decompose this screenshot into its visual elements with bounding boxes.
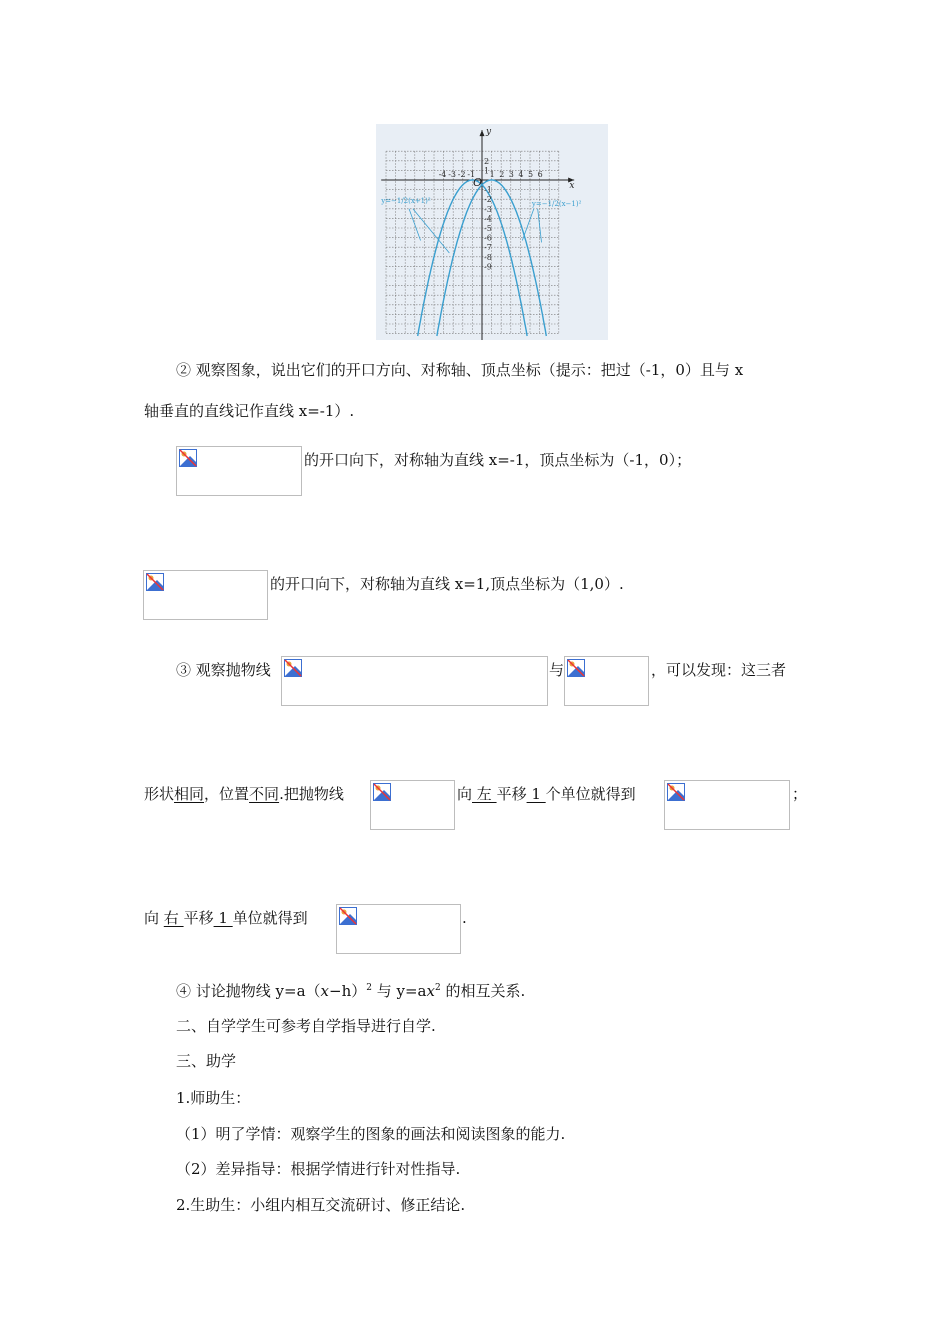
formula-image-placeholder [370, 780, 455, 830]
left-curve-label: y=−1/2(x+1)² [381, 197, 431, 206]
paragraph-5-end: . [462, 909, 467, 927]
answer-right: 右 [163, 909, 184, 927]
y-tick-label: -2 [484, 195, 492, 205]
y-axis-arrow [480, 130, 485, 136]
paragraph-7: 二、自学学生可参考自学指导进行自学. [176, 1017, 436, 1035]
formula-image-placeholder [176, 446, 302, 496]
right-curve-label: y=−1/2(x−1)² [531, 199, 582, 208]
paragraph-2-line-1: ② 观察图象，说出它们的开口方向、对称轴、顶点坐标（提示：把过（-1，0）且与 x [176, 361, 744, 379]
y-tick-label: -4 [484, 214, 492, 224]
broken-image-icon [179, 449, 197, 467]
paragraph-2-line-2: 轴垂直的直线记作直线 x=-1）. [144, 402, 355, 420]
formula-image-placeholder [281, 656, 548, 706]
text-units-get: 单位就得到 [232, 909, 308, 927]
answer-different: 不同 [249, 785, 280, 803]
paragraph-5 [144, 908, 308, 928]
x-tick-label: -3 [448, 170, 456, 179]
y-axis-label: y [486, 126, 492, 137]
graph-axes [381, 130, 574, 340]
y-tick-label: -7 [484, 243, 492, 253]
list-item-2: 2.生助生：小组内相互交流研讨、修正结论. [176, 1196, 466, 1214]
list-item-1: 1.师助生： [176, 1089, 251, 1107]
graph-labels [380, 127, 581, 271]
text-translate: 平移 [183, 909, 214, 927]
formula-image-placeholder [664, 780, 790, 830]
broken-image-icon [339, 907, 357, 925]
x-tick-label: 6 [537, 170, 543, 179]
broken-image-icon [284, 659, 302, 677]
answer-one: 1 [213, 909, 233, 927]
paragraph-6: ④ 讨论抛物线 $y=a(x-h)^2$ 与 $y=ax^2$ 的相互关系. [176, 982, 526, 1000]
answer-same: 相同 [174, 785, 205, 803]
broken-image-icon [667, 783, 685, 801]
formula-image-placeholder [564, 656, 649, 706]
x-tick-label: -4 [438, 170, 447, 179]
text-toward: 向 [457, 785, 473, 803]
section-heading-3: 三、助学 [176, 1052, 237, 1070]
paragraph-3-start: ③ 观察抛物线 [176, 661, 271, 679]
x-tick-label: 1 [489, 170, 495, 179]
answer-left: 左 [472, 785, 497, 803]
paragraph-b: 的开口向下，对称轴为直线 x=1,顶点坐标为（1,0）. [270, 575, 624, 593]
x-tick-label: 3 [508, 170, 514, 179]
x-tick-label: -1 [467, 170, 476, 179]
text-position: ，位置 [204, 785, 250, 803]
paragraph-4-end: ； [792, 785, 808, 803]
paragraph-4-part-1 [144, 784, 344, 804]
paragraph-4-part-2 [457, 784, 636, 804]
x-axis-label: x [569, 181, 575, 191]
y-tick-label: -1 [484, 185, 492, 195]
answer-one: 1 [526, 785, 546, 803]
right-label-leader [522, 209, 534, 241]
y-tick-label: 1 [484, 166, 490, 176]
text-toward: 向 [144, 909, 164, 927]
x-tick-label: 4 [518, 170, 524, 179]
y-tick-label: -9 [484, 262, 492, 272]
x-tick-label: 2 [499, 170, 505, 179]
y-tick-label: -3 [484, 204, 492, 214]
x-tick-label: -2 [457, 170, 466, 179]
y-tick-label: -6 [484, 233, 492, 243]
origin-label: O [473, 176, 483, 189]
paragraph-a: 的开口向下，对称轴为直线 x=-1，顶点坐标为（-1，0）； [304, 451, 692, 469]
paragraph-3-mid: 与 [549, 661, 565, 679]
formula-image-placeholder [143, 570, 268, 620]
list-item-1-2: （2）差异指导：根据学情进行针对性指导. [176, 1160, 461, 1178]
formula-image-placeholder [336, 904, 461, 954]
y-tick-label: 2 [484, 156, 490, 166]
x-tick-label: 5 [528, 170, 534, 179]
text-units-get: 个单位就得到 [545, 785, 636, 803]
paragraph-3-end: ，可以发现：这三者 [651, 661, 787, 679]
text-translate: 平移 [496, 785, 527, 803]
parabola-graph [376, 124, 608, 340]
text-move-parabola: .把抛物线 [279, 785, 344, 803]
broken-image-icon [373, 783, 391, 801]
list-item-1-1: （1）明了学情：观察学生的图象的画法和阅读图象的能力. [176, 1125, 566, 1143]
y-tick-label: -8 [484, 252, 492, 262]
broken-image-icon [567, 659, 585, 677]
y-tick-label: -5 [484, 224, 492, 233]
text-shape: 形状 [144, 785, 175, 803]
broken-image-icon [146, 573, 164, 591]
